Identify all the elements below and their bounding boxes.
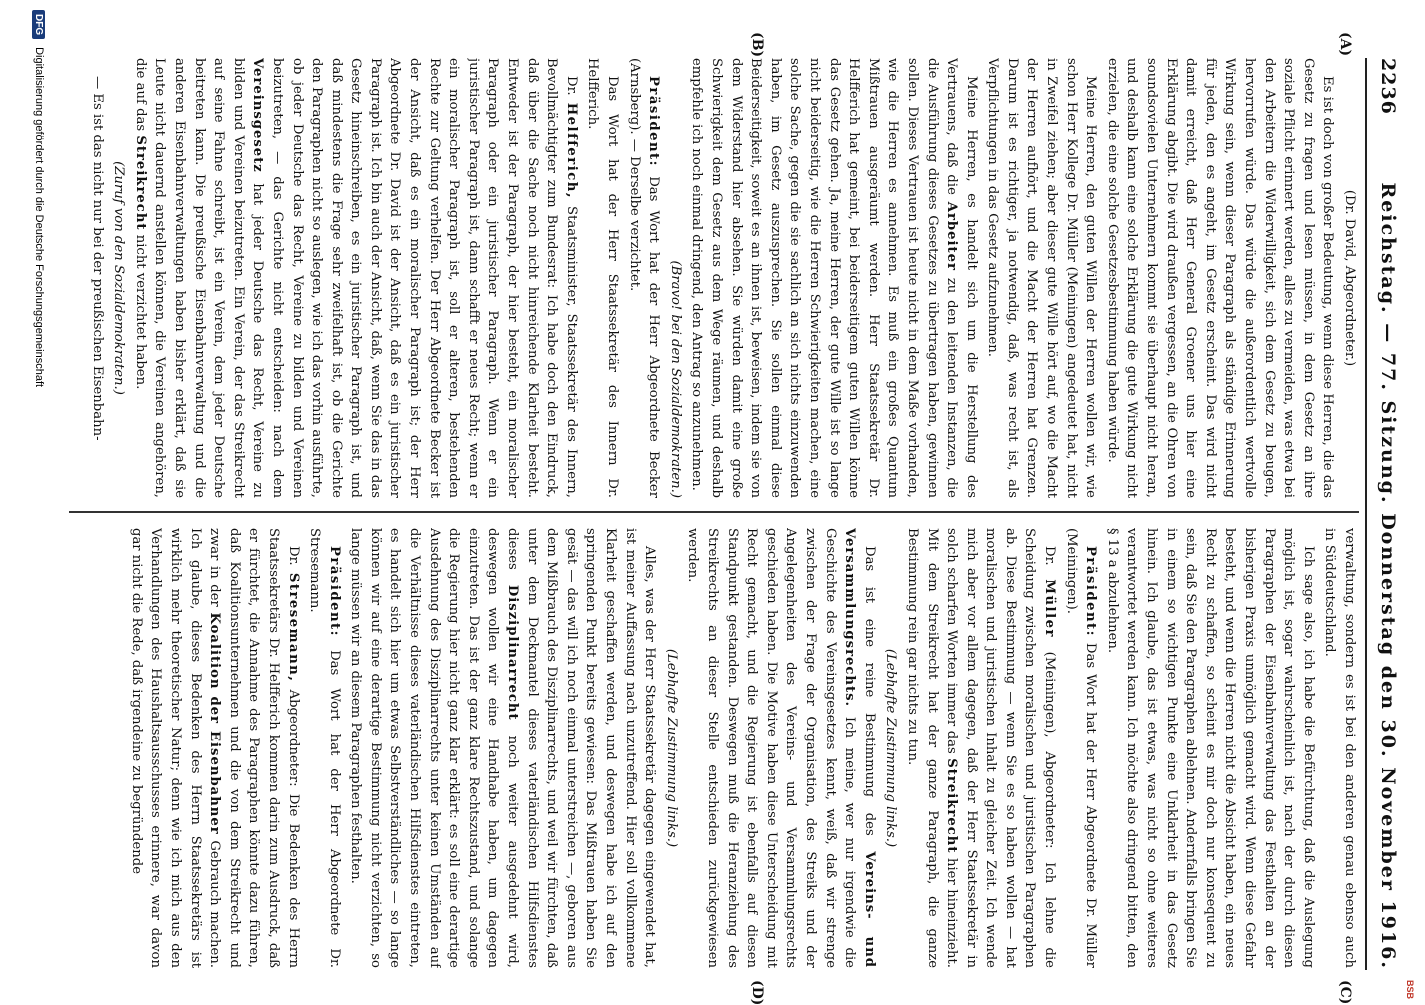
- speaker-name: Präsident:: [646, 76, 662, 168]
- paragraph: — Es ist das nicht nur bei der preußischen Eisenbahn-: [89, 76, 105, 441]
- margin-marker-c: (C): [1337, 980, 1353, 1005]
- text-run: Das ist eine reine Bestimmung des: [861, 546, 877, 836]
- paragraph: [683, 528, 879, 968]
- paragraph: Es ist doch von großer Bedeutung, wenn diese Herren, die das Gesetz zu fragen und lesen müssen, in dem Gesetz an ihre soziale Pflicht erinnert werden, alles zu vermeiden, was etwa bei den Arbeitern die Widerwilligkeit, sich dem Gesetz zu beugen, hervorrufen würde. Das würde die außerordentlich wertvolle Wirkung sein, wenn dieser Paragraph als ständige Erinnerung für jeden, den es angeht, im Gesetz erscheint. Das wird nicht damit erreicht, daß Herr General Groener uns hier eine Erklärung abgibt. Die wird draußen vergessen, an die Ohren von soundsovielen Unternehmern kommt sie überhaupt nicht heran, und deshalb kann eine solche Erklärung die gute Wirkung nicht erzielen, die eine solche Gesetzesbestimmung haben würde.: [1104, 58, 1336, 498]
- text-run: Gebrauch machen. Ich glaube, dieses Bedenken des Herrn Staatssekretärs ist wirklich mehr theoretischer Natur; denn wie ich mich aus den Verhandlungen des Haushaltsausschusses erinnere, war davon gar nicht die Rede, daß irgendeine zu begründende: [128, 528, 223, 968]
- text-run: Das Wort hat der Herr Abgeordnete Dr. Müller (Meiningen).: [1063, 528, 1099, 968]
- stage-direction: (Lebhafte Zustimmung links.): [883, 648, 899, 848]
- paragraph: verwaltung, sondern es ist bei den anderen genau ebenso auch in Süddeutschland.: [1322, 528, 1357, 968]
- paragraph: [346, 528, 660, 968]
- speaker-name: Helfferich,: [563, 102, 579, 199]
- text-run: zu den leitenden Instanzen, die die Ausführung dieses Gesetzes zu übertragen haben, gewinnen sollen. Dieses Vertrauen ist heute nicht in dem Maße vorhanden, wie die Herren es annehmen. Es muß ein großes Quantum Mißtrauen ausgeräumt werden. Herr Staatssekretär Dr. Helfferich hat gemeint, bei beiderseitigem guten Willen könne das Gesetz gehen. Ja, meine Herren, der gute Wille ist so lange nicht beiderseitig, wie die Herren Schwierigkeiten machen, eine solche Sache, gegen die sie sachlich an sich nichts einzuwenden haben, im Gesetz auszusprechen. Sie sollen einmal diese Beiderseitigkeit, soweit es an ihnen ist, beweisen, indem sie von dem Widerstand hier absehen. Sie würden damit eine große Schwierigkeit dem Gesetz aus dem Wege räumen, und deshalb empfehle ich noch einmal dringend, den Antrag so anzunehmen.: [689, 58, 960, 498]
- margin-marker-b: (B): [749, 32, 765, 58]
- speaker-name: Präsident:: [1083, 546, 1099, 638]
- emphasis: Vereinsgesetz: [250, 58, 266, 173]
- speaker-name: Müller: [1042, 579, 1058, 638]
- emphasis: Koalition der Eisenbahner: [207, 612, 223, 835]
- stage-direction: (Lebhafte Zustimmung links.): [663, 648, 679, 848]
- paragraph: Meine Herren, den guten Willen der Herren wollen wir, wie schon Herr Kollege Dr. Müller (Meiningen) angedeutet hat, nicht in Zweifel ziehen; aber dieser gute Wille hört auf, wo die Macht der Herren aufhört, und die Macht der Herren hat Grenzen. Darum ist es richtiger, ja notwendig, daß, was recht ist, als Verpflichtungen in das Gesetz aufzunehmen.: [985, 58, 1099, 498]
- running-title: Reichstag. — 77. Sitzung. Donnerstag den 30. November 1916.: [1377, 182, 1399, 970]
- paragraph: [126, 528, 302, 968]
- text-run: Staatsminister, Staatssekretär des Innern, Bevollmächtigter zum Bundesrat: Ich habe doch den Eindruck, daß über die Sache noch nicht hinreichende Klarheit besteht. Entweder ist der Paragraph, der hier besteht, ein moralischer Paragraph oder ein juristischer Paragraph. Wenn er ein juristischer Paragraph ist, dann schafft er neues Recht; wenn er ein moralischer Paragraph ist, soll er alteren, bestehenden Rechte zur Geltung verhelfen. Der Herr Abgeordnete Becker ist der Ansicht, daß es ein moralischer Paragraph ist; der Herr Abgeordnete Dr. David ist der Ansicht, daß es ein juristischer Paragraph ist. Ich bin auch der Ansicht, daß, wenn Sie das in das Gesetz hineinschreiben, es ein juristischer Paragraph ist, und daß mindestens die Frage sehr zweifelhaft ist, ob die Gerichte den Paragraphen nicht so auslegen, wie ich das vorhin ausführte, ob jeder Deutsche das Recht, Vereine zu bilden und Vereinen beizutreten, — das Gerichte nicht entscheiden: nach dem: [269, 58, 579, 498]
- paragraph: Ich sage also, ich habe die Befürchtung, daß die Auslegung möglich ist, sogar wahrscheinlich ist, nach der durch diesen Paragraphen der Eisenbahnverwaltung das Festhalten an der bisherigen Praxis unmöglich gemacht wird. Wenn diese Gefahr besteht, und wenn die Herren nicht die Absicht haben, ein neues Recht zu schaffen, so scheint es mir doch nur konsequent zu sein, daß Sie den Paragraphen ablehnen. Andernfalls bringen Sie in einem so wichtigen Punkte eine Unklarheit in das Gesetz hinein. Ich glaube, das ist etwas, was nicht so ohne weiteres verantwortet werden kann. Ich möchte also dringend bitten, den § 13 a abzulehnen.: [1104, 528, 1316, 968]
- paragraph: [902, 528, 1059, 968]
- text-run: Dr.: [285, 546, 301, 566]
- paragraph: [305, 528, 344, 968]
- page-number: 2236: [1377, 58, 1399, 115]
- header-rule: [1365, 58, 1367, 970]
- margin-marker-a: (A): [1337, 32, 1353, 57]
- text-run: hier hineinzieht. Mit dem Streikrecht hat der ganze Paragraph, die ganze Bestimmung rein gar nichts zu tun.: [904, 528, 960, 968]
- text-run: noch weiter ausgedehnt wird, deswegen wollen wir eine Handhabe haben, um dagegen einzutreten. Das ist der ganz klare Rechtszustand, und solange die Regierung hier nicht ganz klar erklärt: es soll eine derartige Ausdehnung des Disziplinarrechts unter keinen Umständen auf die Verhältnisse dieses vaterländischen Hilfsdienstes eintreten, es handelt sich hier um etwas Selbstverständliches — so lange können wir auf eine derartige Bestimmung nicht verzichten, so lange müssen wir an diesem Paragraphen festhalten.: [348, 528, 521, 968]
- stage-direction: (Zuruf von den Sozialdemokraten.): [111, 161, 127, 395]
- digitization-credit: [23, 0, 55, 1000]
- stage-direction: (Bravo! bei den Sozialdemokraten.): [667, 260, 683, 498]
- margin-marker-d: (D): [749, 980, 765, 1005]
- paragraph: [687, 58, 981, 498]
- text-run: hat jeder Deutsche das Recht, Vereine zu bilden und Vereinen beizutreten. Ein Verein, der das Streikrecht auf seine Fahne schreibt, ist ein Verein, dem jeder Deutsche beitreten kann. Die preußische Eisenbahnverwaltung und die anderen Eisenbahnverwaltungen haben bisher erklärt, daß sie Leute nicht dauernd anstellen können, die Vereinen angehören, die auf das: [132, 58, 266, 498]
- text-run: Alles, was der Herr Staatssekretär dagegen eingewendet hat, ist meiner Auffassung nach unzutreffend. Hier soll vollkommene Klarheit geschaffen werden, und deswegen habe ich auf den springenden Punkt bereits gewiesen: Das Mißtrauen haben Sie gesät — das will ich noch einmal unterstreichen —, geboren aus dem Mißbrauch des Disziplinarrechts, und weil wir fürchten, daß unter dem Deckmantel dieses vaterländischen Hilfsdienstes dieses: [505, 528, 658, 968]
- text-run: Ich meine, wer nur irgendwie die Geschichte des Vereinsgesetzes kennt, weiß, daß wir strenge zwischen der Frage der Organisation, des Streiks und der Angelegenheiten des Vereins- und Versammlungsrechts geschieden haben. Die Motive haben diese Unterscheidung mit Recht gemacht, und die Regierung ist ebenfalls auf diesen Standpunkt gestanden. Deswegen muß die Heranziehung des Streikrechts an dieser Stelle entschieden zurückgewiesen werden.: [685, 528, 858, 968]
- page-header: [1369, 58, 1399, 970]
- speaker-name: Präsident:: [326, 546, 342, 638]
- emphasis: Streikrecht: [132, 135, 148, 231]
- text-run: Dr.: [1042, 546, 1058, 566]
- text-run: (Meiningen), Abgeordneter: Ich lehne die Scheidung zwischen moralischen und juristischen Paragraphen ab. Diese Bestimmung — wenn Sie es so haben wollen — hat moralischen und juristischen Inhalt zu gleicher Zeit. Ich wende mich aber vor allem dagegen, daß der Herr Staatssekretär in solch scharfen Worten immer das: [944, 528, 1058, 968]
- paragraph: [1061, 528, 1100, 968]
- left-column: [69, 58, 1359, 498]
- emphasis: Vereins- und Versammlungsrechts.: [842, 528, 877, 968]
- credit-text: Digitalisierung gefördert durch die Deutsche Forschungsgemeinschaft: [33, 47, 45, 388]
- text-run: nicht verzichtet haben.: [132, 234, 148, 390]
- library-tag: BSB: [1405, 980, 1415, 1000]
- text-run: Meine Herren, es handelt sich um die Herstellung des Vertrauens, daß die: [944, 58, 979, 498]
- text-run: Das Wort hat der Herr Abgeordnete Becker (Arnsberg). — Derselbe verzichtet.: [626, 58, 662, 498]
- paragraph: [130, 58, 581, 498]
- emphasis: Disziplinarrecht: [505, 584, 521, 721]
- speaker-continuation: (Dr. David, Abgeordneter.): [1342, 189, 1357, 367]
- column-divider: [69, 511, 1359, 513]
- paragraph: [624, 58, 663, 498]
- speaker-name: Stresemann,: [285, 572, 301, 683]
- emphasis: Arbeiter: [944, 201, 960, 271]
- right-column: [69, 528, 1359, 968]
- emphasis: Streikrecht: [944, 758, 960, 854]
- dfg-logo: DFG: [33, 10, 46, 39]
- text-run: Abgeordneter: Die Bedenken des Herrn Staatssekretärs Dr. Helfferich kommen darin zum Ausdruck, daß er fürchtet, die Annahme des Paragraphen könnte dazu führen, daß Koalitionsunternehmen und die von dem Streikrecht und zwar in der: [207, 528, 301, 968]
- document-page: [57, 18, 1405, 1005]
- text-run: Dr.: [563, 76, 579, 96]
- paragraph: Das Wort hat der Herr Staatssekretär des Innern Dr. Helfferich.: [585, 58, 621, 498]
- text-run: Das Wort hat der Herr Abgeordnete Dr. Stresemann.: [307, 528, 342, 968]
